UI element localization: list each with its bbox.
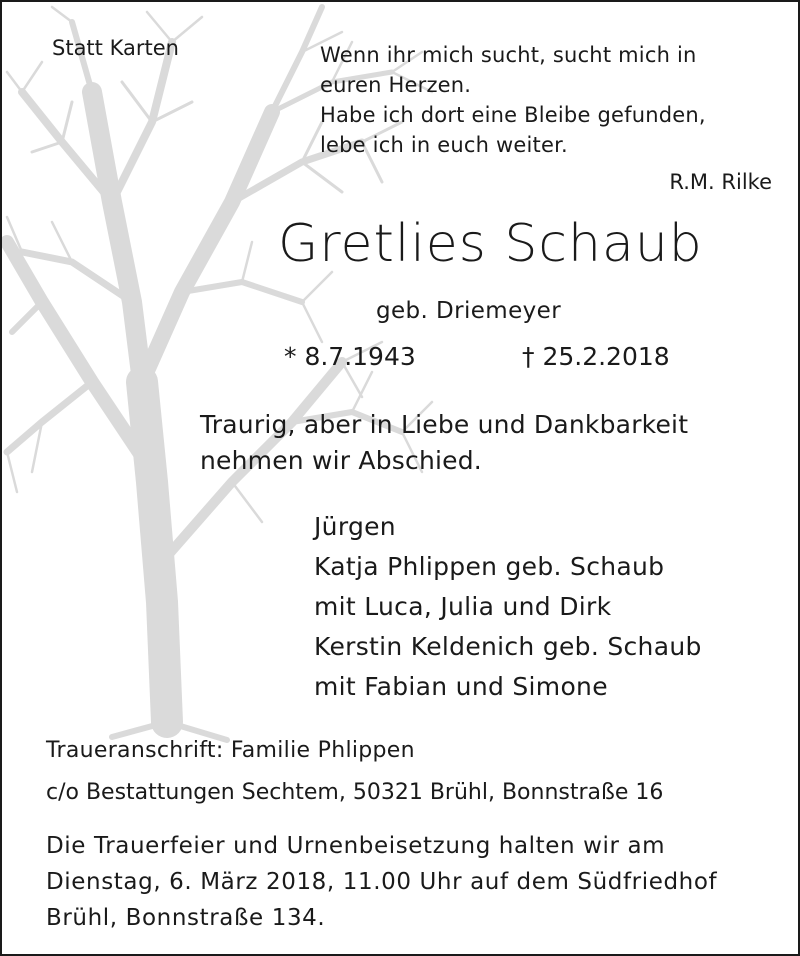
mourners-list [314, 507, 702, 707]
farewell-line: Traurig, aber in Liebe und Dankbarkeit [200, 410, 689, 439]
poem-line: Habe ich dort eine Bleibe gefunden, [320, 103, 706, 127]
ceremony-line: Brühl, Bonnstraße 134. [46, 905, 326, 931]
ceremony-line: Dienstag, 6. März 2018, 11.00 Uhr auf dem Südfriedhof [46, 869, 718, 895]
poem-line: lebe ich in euch weiter. [320, 133, 568, 157]
ceremony-line: Die Trauerfeier und Urnenbeisetzung halten wir am [46, 833, 666, 859]
farewell-text [200, 407, 688, 479]
mourning-address-label: Traueranschrift: Familie Phlippen [46, 738, 415, 763]
mourning-address: c/o Bestattungen Sechtem, 50321 Brühl, Bonnstraße 16 [46, 780, 664, 805]
farewell-line: nehmen wir Abschied. [200, 446, 482, 475]
poem-quote [320, 40, 706, 160]
statt-karten-label: Statt Karten [52, 36, 179, 60]
poem-line: Wenn ihr mich sucht, sucht mich in [320, 43, 697, 67]
poem-line: euren Herzen. [320, 73, 472, 97]
ceremony-info [46, 828, 717, 936]
mourner-line: Kerstin Keldenich geb. Schaub [314, 632, 702, 661]
mourner-line: mit Luca, Julia und Dirk [314, 592, 612, 621]
mourner-line: Jürgen [314, 512, 396, 541]
poem-author: R.M. Rilke [669, 170, 772, 194]
birth-date: * 8.7.1943 [284, 342, 416, 371]
mourner-line: Katja Phlippen geb. Schaub [314, 552, 665, 581]
maiden-name: geb. Driemeyer [376, 298, 562, 324]
deceased-name: Gretlies Schaub [278, 214, 703, 274]
death-date: † 25.2.2018 [522, 342, 670, 371]
mourner-line: mit Fabian und Simone [314, 672, 608, 701]
